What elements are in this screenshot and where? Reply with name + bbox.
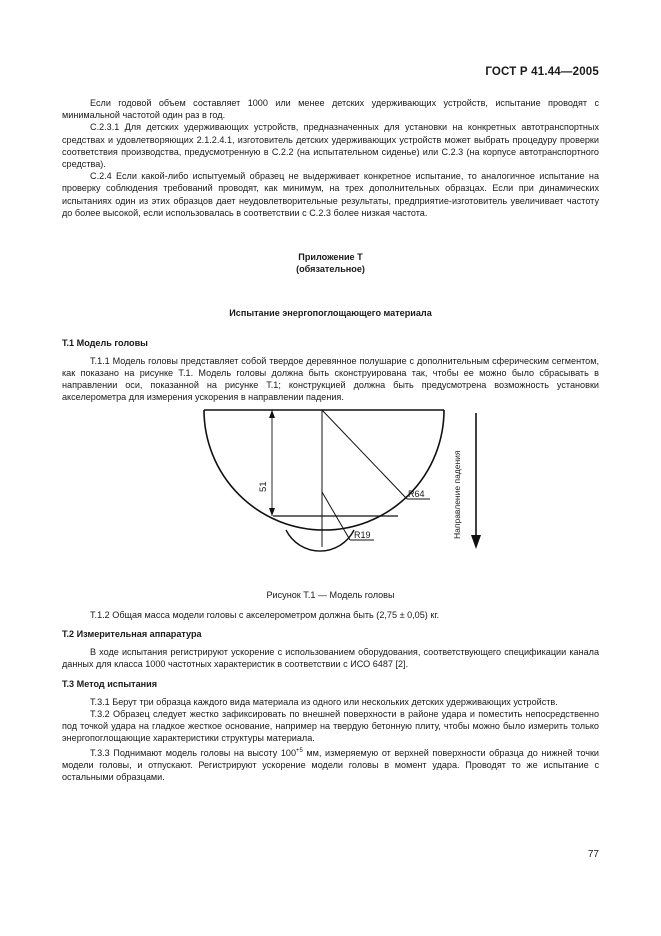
head-model-drawing — [62, 407, 599, 587]
document-body — [62, 97, 599, 783]
section-heading-t3: Т.3 Метод испытания — [62, 678, 158, 689]
paragraph-t33-part-1: Т.3.3 Поднимают модель головы на высоту 100 — [90, 747, 297, 758]
page-number: 77 — [587, 849, 599, 860]
paragraph-t11: Т.1.1 Модель головы представляет собой твердое деревянное полушарие с дополнительным сферическим сегментом, как показано на рисунке Т.1. Модель головы должна быть сконструирована так, чтобы ее можно было сбрасывать в направлении оси, показанной на рисунке Т.1; конструкцией должна быть предусмотрена возможность установки акселерометра для измерения ускорения в направлении падения. — [62, 355, 599, 403]
paragraph-t2: В ходе испытания регистрируют ускорение с использованием оборудования, соответствующего спецификации канала данных для класса 1000 частотных характеристик в соответствии с ИСО 6487 [2]. — [62, 647, 599, 670]
paragraph-t33 — [62, 745, 599, 784]
radius-label-small: R19 — [354, 529, 371, 540]
height-tolerance: +5 — [296, 747, 303, 754]
appendix-title: Приложение Т — [298, 252, 363, 263]
figure-caption: Рисунок Т.1 — Модель головы — [266, 589, 395, 600]
standard-header: ГОСТ Р 41.44—2005 — [485, 66, 599, 78]
section-heading-t1: Т.1 Модель головы — [62, 337, 148, 348]
section-heading-t2: Т.2 Измерительная аппаратура — [62, 629, 202, 640]
figure-head-model — [62, 407, 599, 587]
radius-label-large: R64 — [408, 488, 425, 499]
paragraph-t32: Т.3.2 Образец следует жестко зафиксировать по внешней поверхности в районе удара и поместить непосредственно под точкой удара на гладкое жесткое основание, например на твердую бетонную плиту, чтобы можно было измерить только энергопоглощающие характеристики структуры материала. — [62, 709, 599, 744]
direction-label: Направление падения — [452, 450, 462, 539]
paragraph-t33-part-2: мм, измеряемую от верхней поверхности образца до нижней точки модели головы, и отпускают. Регистрируют ускорение модели головы в момент удара. Проводят то же испытание с остальными образцами. — [62, 747, 599, 783]
paragraph-intro-1: Если годовой объем составляет 1000 или менее детских удерживающих устройств, испытание проводят с минимальной частотой один раз в год. — [62, 98, 599, 121]
dimension-label-51: 51 — [258, 481, 269, 492]
paragraph-c231: С.2.3.1 Для детских удерживающих устройств, предназначенных для установки на конкретных автотранспортных средствах и удовлетворяющих 2.1.2.4.1, изготовитель детских удерживающих устройств может выбрать процедуру проверки соответствия производства, предусмотренную в С.2.2 (на испытательном сиденье) или С.2.3 (на корпусе автотранспортного средства). — [62, 122, 599, 170]
paragraph-t31: Т.3.1 Берут три образца каждого вида материала из одного или нескольких детских удерживающих устройств. — [90, 696, 558, 707]
paragraph-t12: Т.1.2 Общая масса модели головы с акселерометром должна быть (2,75 ± 0,05) кг. — [90, 609, 440, 620]
paragraph-c24: С.2.4 Если какой-либо испытуемый образец не выдерживает конкретное испытание, то аналогичное испытание на проверку соблюдения требований проводят, как минимум, на трех дополнительных образцах. Если при динамических испытаниях один из этих образцов дает неудовлетворительные результаты, предприятие-изготовитель увеличивает частоту до более высокой, если использовалась в соответствии с С.2.3 более низкая частота. — [62, 171, 599, 218]
appendix-name: Испытание энергопоглощающего материала — [229, 308, 432, 319]
appendix-status: (обязательное) — [296, 264, 365, 275]
